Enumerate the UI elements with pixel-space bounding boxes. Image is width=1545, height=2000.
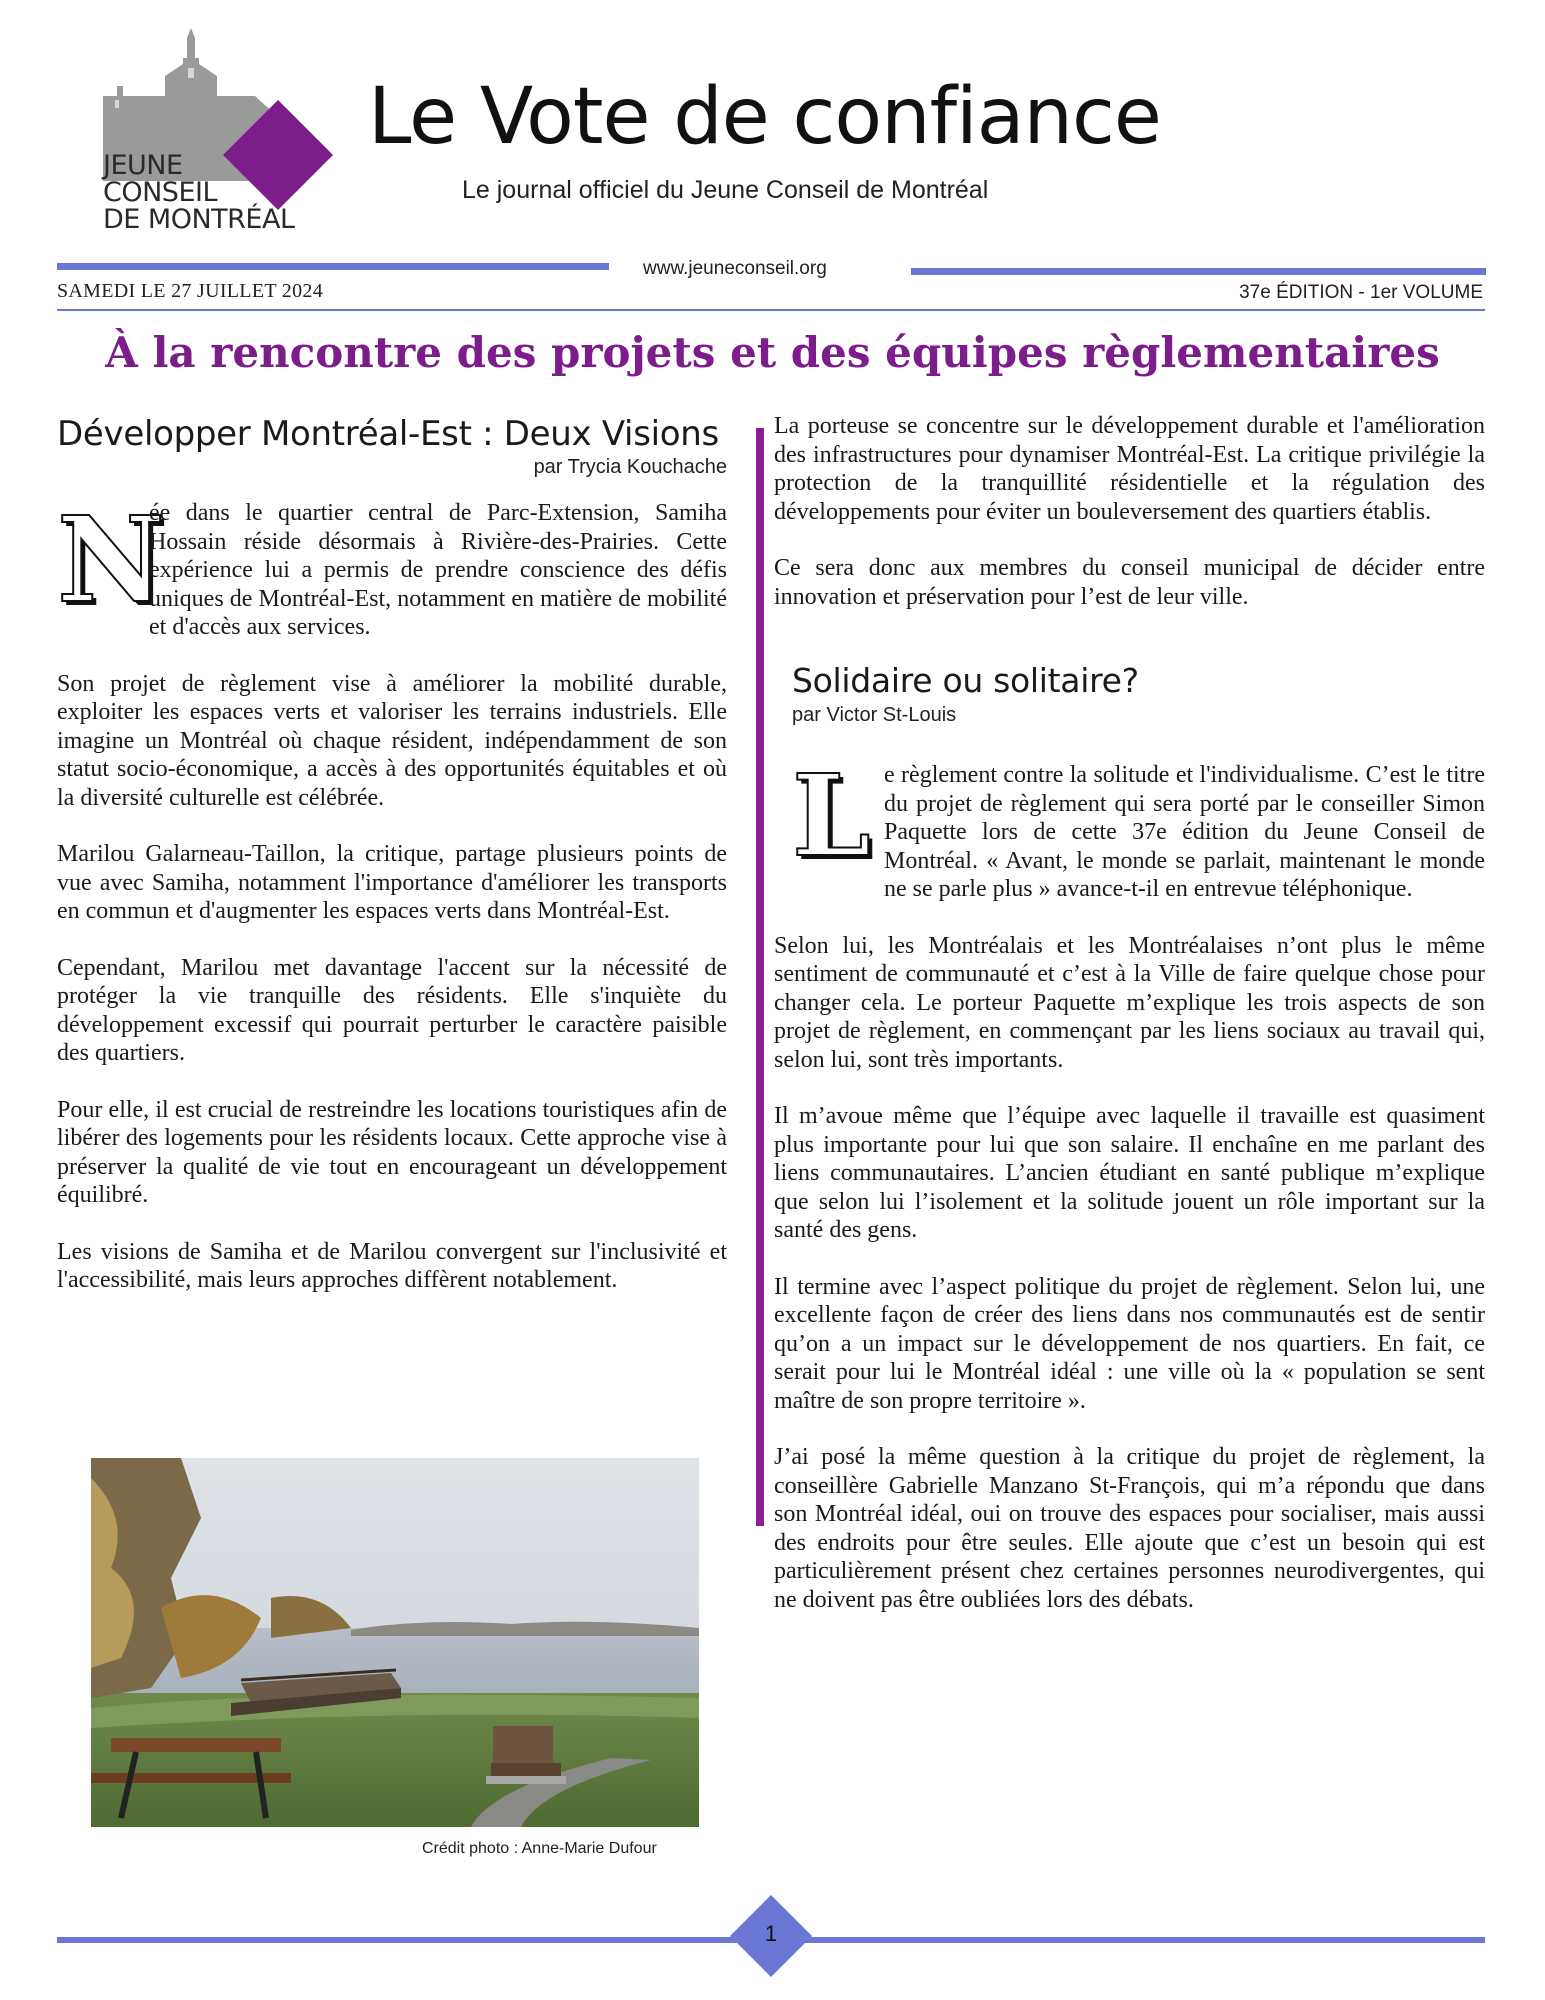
column-divider <box>756 428 764 1526</box>
logo-wordmark <box>103 152 295 233</box>
header-divider <box>57 309 1485 311</box>
article1-paragraph-2: Son projet de règlement vise à améliorer la mobilité durable, exploiter les espaces verts et valoriser les terrains industriels. Elle imagine un Montréal où chaque résident, indépendamment de son statut socio-économique, a accès à des opportunités équitables et où la diversité culturelle est célébrée. <box>57 670 727 811</box>
page-headline: À la rencontre des projets et des équipes règlementaires <box>105 328 1440 377</box>
article1-lead <box>57 490 727 670</box>
tagline: Le journal officiel du Jeune Conseil de Montréal <box>462 176 989 204</box>
article2-paragraph-5: J’ai posé la même question à la critique du projet de règlement, la conseillère Gabrielle Manzano St-François, qui m’a répondu que dans son Montréal idéal, oui on trouve des espaces pour socialiser, mais aussi des endroits pour être seules. Elle ajoute que c’est un besoin qui est particulièrement présent chez certaines personnes neurodivergentes, qui ne doivent pas être oubliées lors des débats. <box>774 1444 1485 1613</box>
article1-paragraph-8: Ce sera donc aux membres du conseil municipal de décider entre innovation et préservation pour l’est de leur ville. <box>774 555 1485 610</box>
article1-paragraph-7: La porteuse se concentre sur le développement durable et l'amélioration des infrastructures pour dynamiser Montréal-Est. La critique privilégie la protection de la tranquillité résidentielle et la régulation des développements pour éviter un bouleversement des quartiers établis. <box>774 413 1485 525</box>
article2-paragraph-3: Il m’avoue même que l’équipe avec laquelle il travaille est quasiment plus importante pour lui que son salaire. Il enchaîne en me parlant des liens communautaires. L’ancien étudiant en santé publique m’explique que selon lui l’isolement et la solitude jouent un rôle important sur la santé des gens. <box>774 1103 1485 1243</box>
dropcap-l: L <box>792 751 871 882</box>
header-bar-right <box>911 268 1486 275</box>
article1-title: Développer Montréal-Est : Deux Visions <box>57 414 719 454</box>
article1-paragraph-5: Pour elle, il est crucial de restreindre les locations touristiques afin de libérer des logements pour les résidents locaux. Cette approche vise à préserver la qualité de vie tout en encourageant un développement équilibré. <box>57 1096 727 1208</box>
dropcap-n: N <box>57 490 165 629</box>
logo-line-3: DE MONTRÉAL <box>103 204 295 235</box>
masthead-title: Le Vote de confiance <box>368 72 1161 162</box>
edition-label: 37e ÉDITION - 1er VOLUME <box>1239 282 1483 303</box>
article2-byline: par Victor St-Louis <box>792 704 957 726</box>
article1-paragraph-3: Marilou Galarneau-Taillon, la critique, partage plusieurs points de vue avec Samiha, notamment l'importance d'améliorer les transports en commun et d'augmenter les espaces verts dans Montréal-Est. <box>57 841 727 924</box>
park-photo <box>91 1458 699 1827</box>
article1-paragraph-4: Cependant, Marilou met davantage l'accent sur la nécessité de protéger la vie tranquille des résidents. Elle s'inquiète du développement excessif qui pourrait perturber le caractère paisible des quartiers. <box>57 954 727 1066</box>
header-bar-left <box>57 263 609 270</box>
left-column <box>57 412 727 1323</box>
website-link[interactable]: www.jeuneconseil.org <box>643 258 827 279</box>
logo-line-2: CONSEIL <box>103 177 218 208</box>
photo-credit: Crédit photo : Anne-Marie Dufour <box>422 1840 657 1857</box>
article2-title: Solidaire ou solitaire? <box>792 661 1139 700</box>
right-column <box>774 412 1485 1642</box>
article2-paragraph-1: e règlement contre la solitude et l'individualisme. C’est le titre du projet de règlement qui sera porté par le conseiller Simon Paquette lors de cette 37e édition du Jeune Conseil de Montréal. « Avant, le monde se parlait, maintenant le monde ne se parle plus » avance-t-il en entrevue téléphonique. <box>884 762 1485 902</box>
article1-paragraph-6: Les visions de Samiha et de Marilou convergent sur l'inclusivité et l'accessibilité, mais leurs approches diffèrent notablement. <box>57 1238 727 1293</box>
article2-paragraph-2: Selon lui, les Montréalais et les Montréalaises n’ont plus le même sentiment de communauté et c’est à la Ville de faire quelque chose pour changer cela. Le porteur Paquette m’explique les trois aspects de son projet de règlement, en commençant par les liens sociaux au travail qui, selon lui, sont très importants. <box>774 932 1485 1073</box>
issue-date: SAMEDI LE 27 JUILLET 2024 <box>57 280 323 302</box>
article2-paragraph-4: Il termine avec l’aspect politique du projet de règlement. Selon lui, une excellente façon de créer des liens dans nos communautés est de sentir qu’on a un impact sur le développement de nos quartiers. En fait, ce serait pour lui le Montréal idéal : une ville où la « population se sent maître de son propre territoire ». <box>774 1273 1485 1414</box>
article1-paragraph-1: ée dans le quartier central de Parc-Extension, Samiha Hossain réside désormais à Rivière-des-Prairies. Cette expérience lui a permis de prendre conscience des défis uniques de Montréal-Est, notamment en matière de mobilité et d'accès aux services. <box>149 500 727 640</box>
page-number: 1 <box>764 1921 778 1946</box>
logo-line-1: JEUNE <box>103 150 183 181</box>
article2-lead <box>792 751 1485 932</box>
article1-byline: par Trycia Kouchache <box>533 456 727 478</box>
